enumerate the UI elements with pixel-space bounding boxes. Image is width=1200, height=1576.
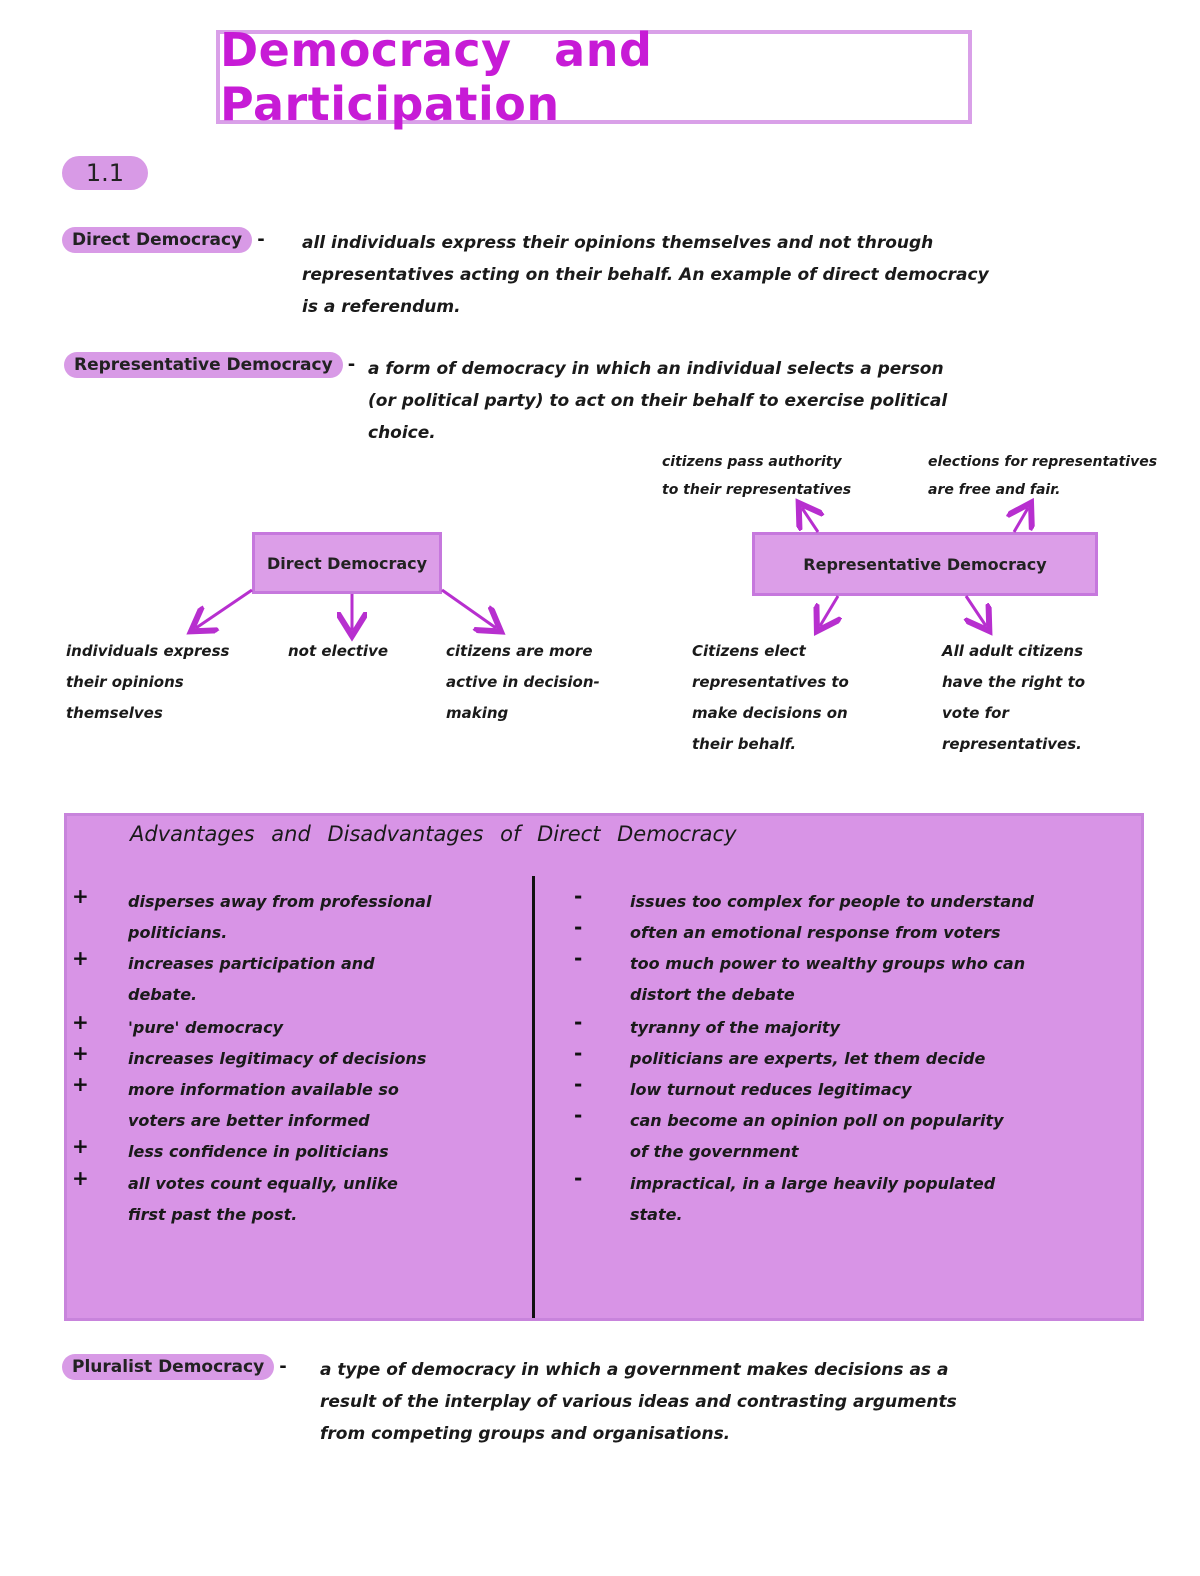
definition-line: from competing groups and organisations. [320, 1424, 731, 1444]
arrow-rep-to-leaf-1 [820, 596, 838, 626]
direct-democracy-node: Direct Democracy [252, 532, 442, 594]
item-line: distort the debate [630, 985, 795, 1004]
definition-dash: - [257, 229, 265, 250]
leaf-line: not elective [288, 642, 389, 660]
minus-sign: - [574, 884, 583, 908]
disadvantage-item [630, 1043, 1130, 1074]
plus-sign: + [72, 1134, 89, 1158]
item-line: of the government [630, 1142, 799, 1161]
leaf-line: All adult citizens [942, 642, 1084, 660]
disadvantage-item [630, 1074, 1130, 1105]
advantage-item [128, 1168, 528, 1230]
item-line: debate. [128, 985, 198, 1004]
disadvantage-item [630, 1168, 1130, 1230]
minus-sign: - [574, 1103, 583, 1127]
item-line: state. [630, 1205, 683, 1224]
plus-sign: + [72, 1072, 89, 1096]
leaf-line: their opinions [66, 673, 184, 691]
pluralist-democracy-term-row [62, 1356, 287, 1377]
leaf-line: citizens are more [446, 642, 593, 660]
page-title: Democracy and Participation [220, 23, 653, 131]
minus-sign: - [574, 915, 583, 939]
panel-divider [532, 876, 535, 1318]
rep-leaf-elect [692, 636, 922, 760]
advantage-item [128, 886, 528, 948]
item-line: all votes count equally, unlike [128, 1174, 398, 1193]
representative-democracy-term: Representative Democracy [64, 352, 343, 378]
arrow-direct-to-leaf-1 [196, 590, 252, 628]
rep-leaf-vote [942, 636, 1172, 760]
minus-sign: - [574, 1010, 583, 1034]
disadvantage-item [630, 948, 1130, 1010]
minus-sign: - [574, 1072, 583, 1096]
arrow-rep-to-note-1 [802, 508, 818, 532]
minus-sign: - [574, 1041, 583, 1065]
leaf-line: representatives to [692, 673, 849, 691]
definition-line: is a referendum. [302, 297, 461, 317]
leaf-line: make decisions on [692, 704, 848, 722]
plus-sign: + [72, 1166, 89, 1190]
leaf-line: making [446, 704, 509, 722]
disadvantage-item [630, 886, 1130, 917]
leaf-line: active in decision- [446, 673, 600, 691]
definition-line: a type of democracy in which a government makes decisions as a [320, 1360, 949, 1380]
definition-line: a form of democracy in which an individual selects a person [368, 359, 944, 379]
advantage-item [128, 1136, 528, 1167]
advantage-item [128, 1074, 528, 1136]
pluralist-democracy-definition [320, 1354, 1140, 1450]
arrow-rep-to-leaf-2 [966, 596, 986, 626]
definition-line: result of the interplay of various ideas and contrasting arguments [320, 1392, 957, 1412]
disadvantage-item [630, 1105, 1130, 1167]
note-line: to their representatives [662, 482, 852, 498]
plus-sign: + [72, 1041, 89, 1065]
leaf-line: themselves [66, 704, 163, 722]
item-line: too much power to wealthy groups who can [630, 954, 1026, 973]
item-line: issues too complex for people to understand [630, 892, 1034, 911]
definition-line: all individuals express their opinions themselves and not through [302, 233, 934, 253]
representative-democracy-node: Representative Democracy [752, 532, 1098, 596]
item-line: increases participation and [128, 954, 375, 973]
advantage-item [128, 1043, 528, 1074]
advantage-item [128, 1012, 528, 1043]
minus-sign: - [574, 946, 583, 970]
definition-line: representatives acting on their behalf. An example of direct democracy [302, 265, 989, 285]
leaf-line: individuals express [66, 642, 230, 660]
arrow-direct-to-leaf-3 [442, 590, 496, 628]
direct-democracy-term: Direct Democracy [62, 227, 252, 253]
item-line: 'pure' democracy [128, 1018, 284, 1037]
item-line: low turnout reduces legitimacy [630, 1080, 912, 1099]
leaf-line: their behalf. [692, 735, 797, 753]
note-line: are free and fair. [928, 482, 1061, 498]
definition-dash: - [279, 1356, 287, 1377]
plus-sign: + [72, 946, 89, 970]
item-line: politicians. [128, 923, 228, 942]
note-line: citizens pass authority [662, 454, 842, 470]
direct-leaf-express [66, 636, 276, 729]
leaf-line: have the right to [942, 673, 1086, 691]
arrow-rep-to-note-2 [1014, 508, 1028, 532]
leaf-line: Citizens elect [692, 642, 806, 660]
note-line: elections for representatives [928, 454, 1158, 470]
leaf-line: vote for [942, 704, 1009, 722]
item-line: often an emotional response from voters [630, 923, 1001, 942]
plus-sign: + [72, 884, 89, 908]
item-line: tyranny of the majority [630, 1018, 840, 1037]
item-line: increases legitimacy of decisions [128, 1049, 427, 1068]
item-line: can become an opinion poll on popularity [630, 1111, 1004, 1130]
plus-sign: + [72, 1010, 89, 1034]
definition-line: (or political party) to act on their behalf to exercise political [368, 391, 948, 411]
item-line: impractical, in a large heavily populated [630, 1174, 996, 1193]
direct-leaf-not-elective [288, 636, 438, 667]
disadvantage-item [630, 1012, 1130, 1043]
item-line: less confidence in politicians [128, 1142, 389, 1161]
advantage-item [128, 948, 528, 1010]
item-line: disperses away from professional [128, 892, 432, 911]
direct-leaf-active [446, 636, 646, 729]
pluralist-democracy-term: Pluralist Democracy [62, 1354, 274, 1380]
item-line: first past the post. [128, 1205, 298, 1224]
definition-dash: - [347, 354, 356, 375]
panel-title: Advantages and Disadvantages of Direct Democracy [130, 822, 737, 846]
disadvantage-item [630, 917, 1130, 948]
item-line: voters are better informed [128, 1111, 370, 1130]
leaf-line: representatives. [942, 735, 1082, 753]
item-line: politicians are experts, let them decide [630, 1049, 986, 1068]
definition-line: choice. [368, 423, 436, 443]
item-line: more information available so [128, 1080, 399, 1099]
section-number-badge: 1.1 [62, 156, 148, 190]
minus-sign: - [574, 1166, 583, 1190]
